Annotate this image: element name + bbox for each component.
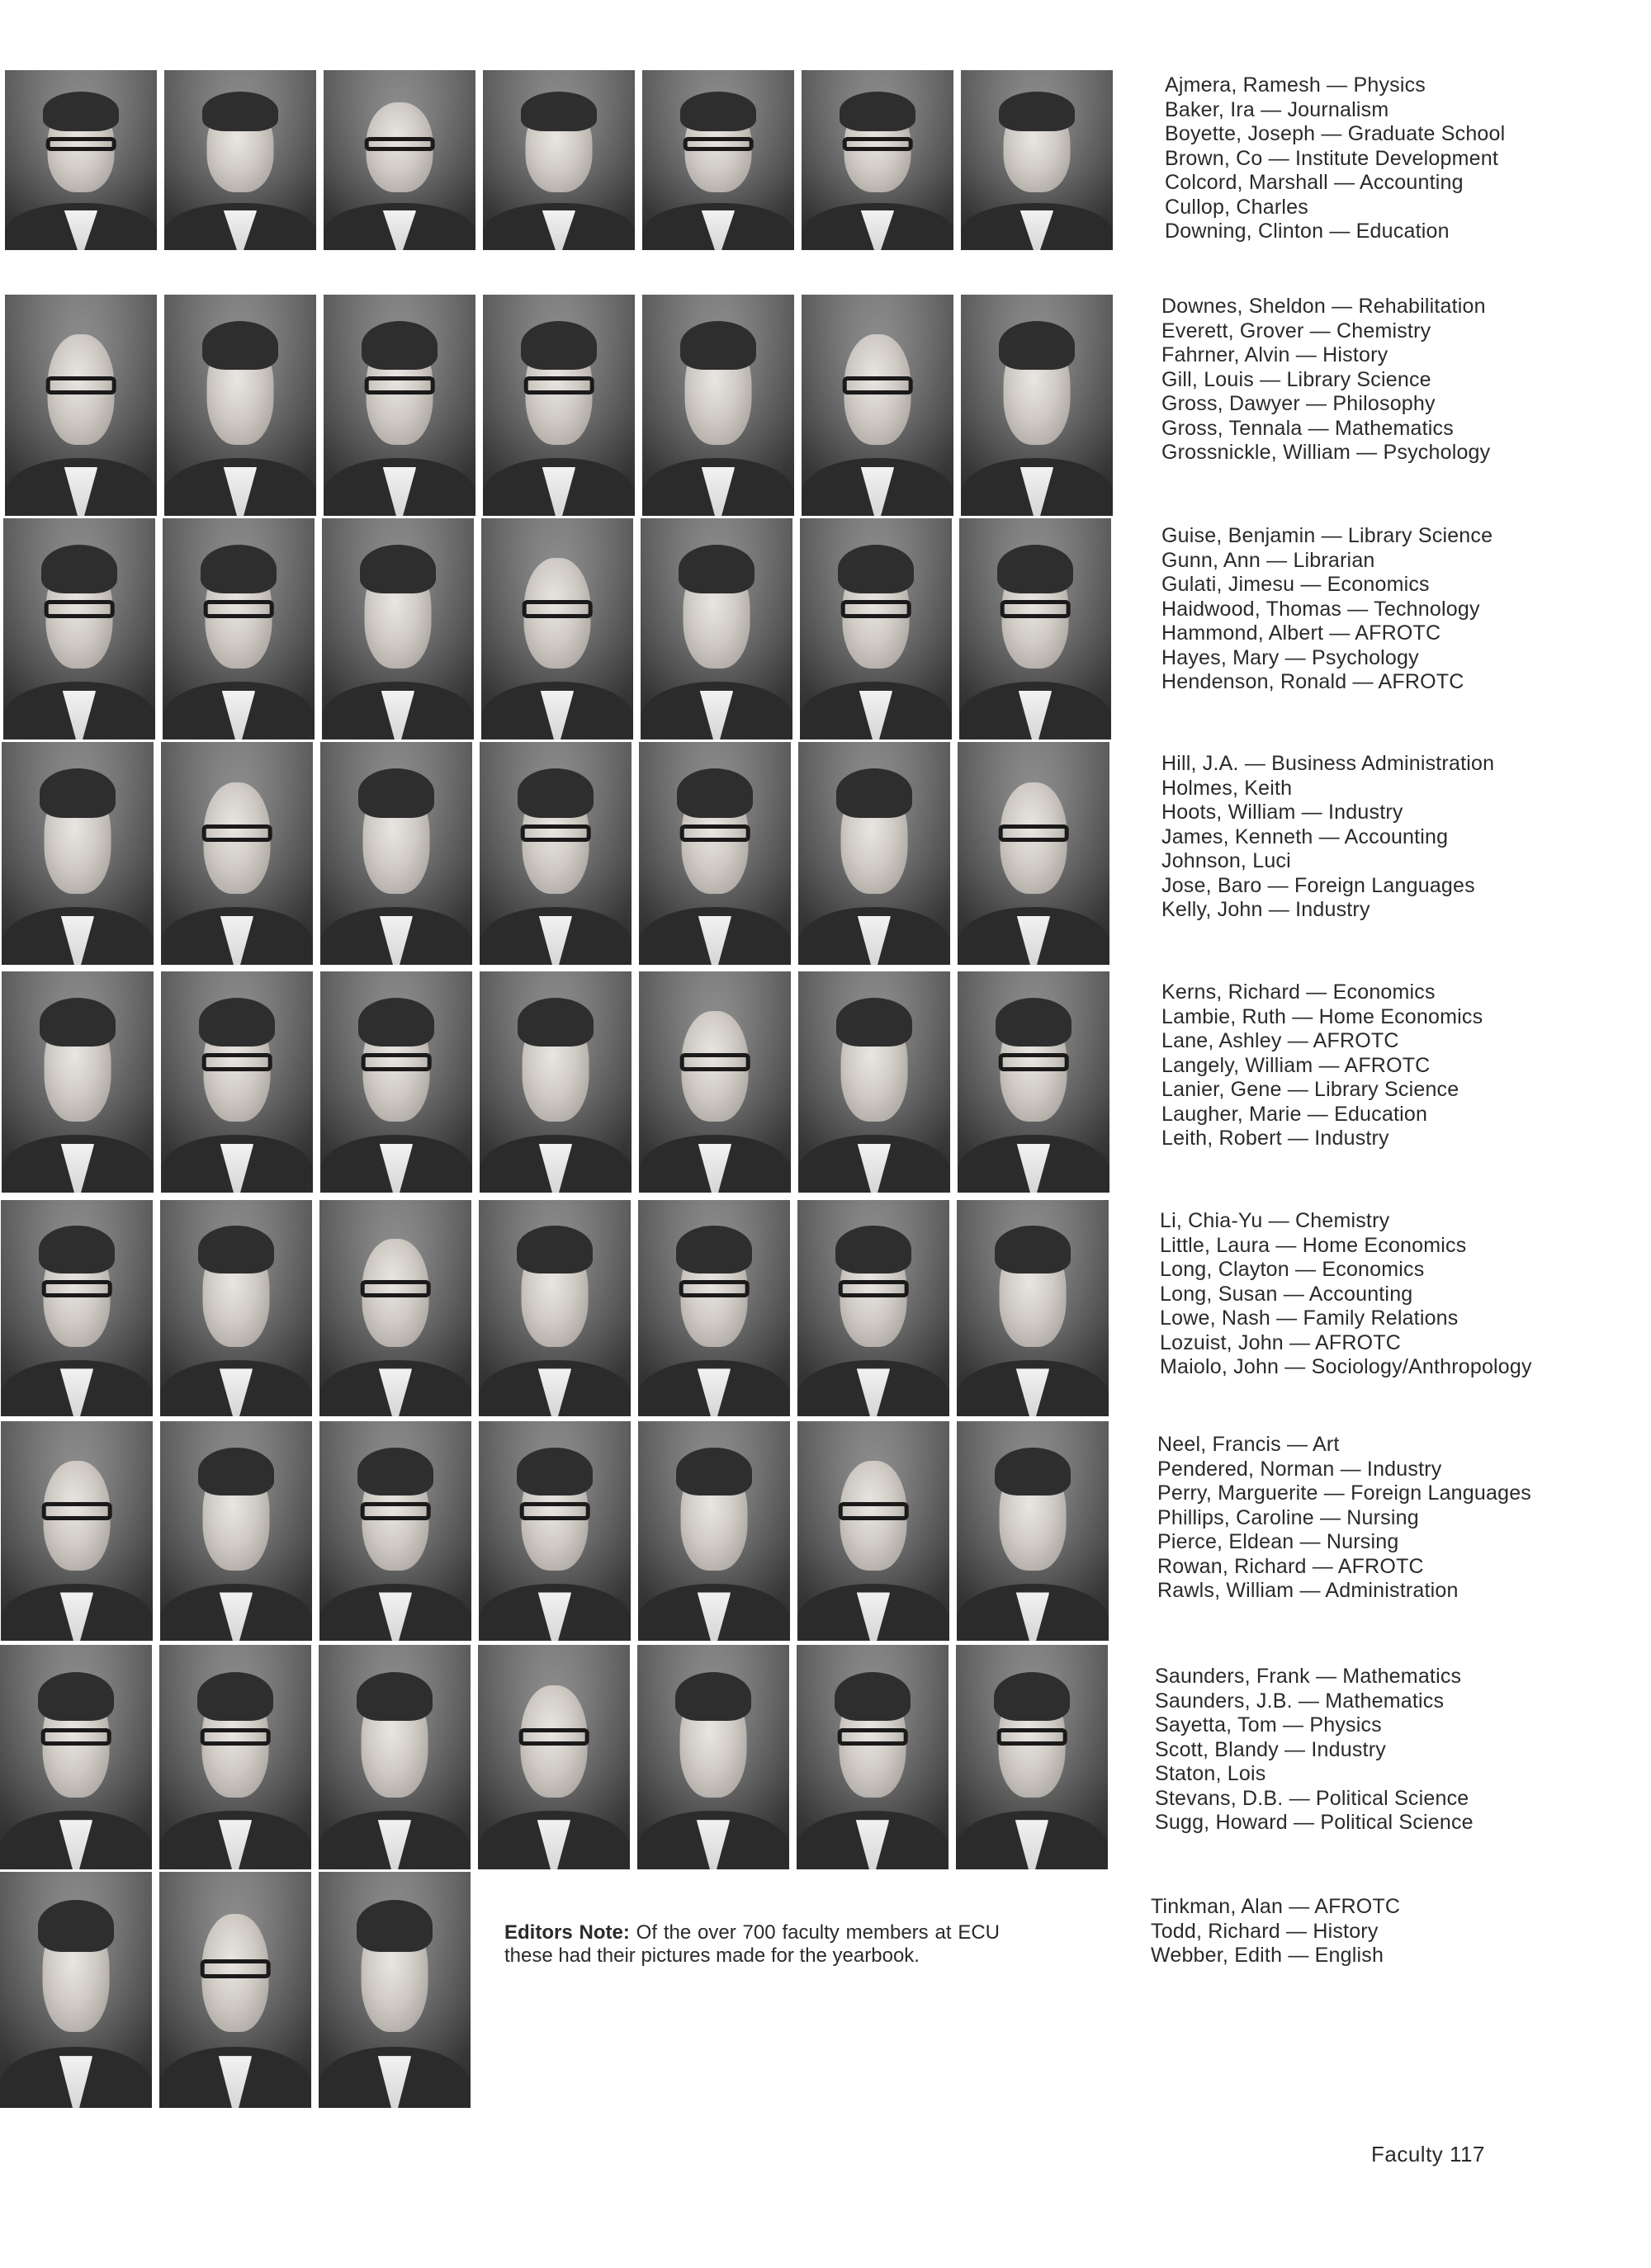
faculty-portrait: [1, 1421, 153, 1641]
faculty-name-caption: Haidwood, Thomas — Technology: [1161, 597, 1480, 621]
faculty-portrait: [956, 1645, 1108, 1869]
portrait-strip: [0, 295, 1139, 516]
faculty-portrait: [483, 295, 635, 516]
faculty-portrait: [800, 518, 952, 739]
faculty-name-caption: Baker, Ira — Journalism: [1165, 97, 1389, 121]
faculty-name-caption: Pendered, Norman — Industry: [1157, 1457, 1442, 1481]
faculty-portrait: [164, 295, 316, 516]
faculty-row: [0, 742, 1651, 965]
faculty-name-caption: Hayes, Mary — Psychology: [1161, 645, 1419, 669]
faculty-portrait: [324, 295, 475, 516]
portrait-strip: [0, 742, 1139, 965]
name-caption-list: [1161, 524, 1493, 695]
faculty-name-caption: Lowe, Nash — Family Relations: [1160, 1306, 1459, 1330]
faculty-portrait: [638, 1200, 790, 1416]
faculty-portrait: [797, 1200, 949, 1416]
faculty-portrait: [0, 1645, 152, 1869]
faculty-row: [0, 1872, 1651, 2108]
name-caption-list: [1155, 1665, 1474, 1836]
faculty-portrait: [5, 70, 157, 250]
faculty-name-caption: Lanier, Gene — Library Science: [1161, 1078, 1459, 1101]
faculty-name-caption: Neel, Francis — Art: [1157, 1433, 1340, 1456]
faculty-name-caption: Fahrner, Alvin — History: [1161, 343, 1388, 366]
faculty-portrait: [324, 70, 475, 250]
faculty-portrait: [479, 1200, 631, 1416]
faculty-name-caption: Grossnickle, William — Psychology: [1161, 441, 1491, 464]
faculty-row: [0, 70, 1651, 250]
faculty-portrait: [320, 971, 472, 1193]
faculty-portrait: [1, 1200, 153, 1416]
faculty-portrait: [638, 1421, 790, 1641]
faculty-name-caption: Hill, J.A. — Business Administration: [1161, 752, 1495, 775]
faculty-name-caption: Holmes, Keith: [1161, 776, 1293, 800]
faculty-name-caption: Hoots, William — Industry: [1161, 801, 1403, 824]
faculty-name-caption: Lane, Ashley — AFROTC: [1161, 1029, 1399, 1052]
faculty-portrait: [479, 1421, 631, 1641]
name-caption-list: [1160, 1209, 1532, 1380]
faculty-name-caption: Langely, William — AFROTC: [1161, 1053, 1431, 1077]
faculty-name-caption: Scott, Blandy — Industry: [1155, 1737, 1386, 1761]
portrait-strip: [0, 1645, 1139, 1869]
faculty-portrait: [802, 295, 953, 516]
faculty-name-caption: Pierce, Eldean — Nursing: [1157, 1530, 1399, 1553]
faculty-name-caption: Leith, Robert — Industry: [1161, 1127, 1389, 1150]
faculty-portrait: [161, 971, 313, 1193]
faculty-portrait: [320, 742, 472, 965]
faculty-portrait: [481, 518, 633, 739]
faculty-name-caption: James, Kenneth — Accounting: [1161, 825, 1449, 848]
faculty-portrait: [641, 518, 792, 739]
faculty-portrait: [163, 518, 315, 739]
faculty-portrait: [480, 971, 632, 1193]
faculty-name-caption: Little, Laura — Home Economics: [1160, 1233, 1467, 1257]
faculty-portrait: [797, 1421, 949, 1641]
faculty-row: [0, 1421, 1651, 1641]
name-caption-list: [1151, 1895, 1400, 1968]
faculty-portrait: [160, 1421, 312, 1641]
faculty-name-caption: Gross, Dawyer — Philosophy: [1161, 392, 1436, 415]
faculty-name-caption: Kelly, John — Industry: [1161, 898, 1370, 921]
faculty-portrait: [159, 1872, 311, 2108]
faculty-portrait: [961, 295, 1113, 516]
portrait-strip: [0, 1200, 1139, 1416]
faculty-row: [0, 295, 1651, 516]
faculty-portrait: [319, 1872, 471, 2108]
faculty-portrait: [958, 742, 1109, 965]
faculty-name-caption: Maiolo, John — Sociology/Anthropology: [1160, 1355, 1532, 1378]
faculty-row: [0, 518, 1651, 739]
faculty-row: [0, 1200, 1651, 1416]
faculty-name-caption: Boyette, Joseph — Graduate School: [1165, 122, 1506, 145]
faculty-portrait: [478, 1645, 630, 1869]
faculty-portrait: [319, 1645, 471, 1869]
faculty-name-caption: Gunn, Ann — Librarian: [1161, 548, 1375, 572]
faculty-name-caption: Saunders, J.B. — Mathematics: [1155, 1689, 1445, 1713]
faculty-name-caption: Perry, Marguerite — Foreign Languages: [1157, 1481, 1531, 1505]
editors-note-label: Editors Note:: [504, 1921, 630, 1944]
faculty-name-caption: Li, Chia-Yu — Chemistry: [1160, 1209, 1390, 1232]
faculty-portrait: [319, 1200, 471, 1416]
faculty-portrait: [319, 1421, 471, 1641]
faculty-name-caption: Gill, Louis — Library Science: [1161, 367, 1431, 391]
portrait-strip: [0, 518, 1139, 739]
faculty-portrait: [159, 1645, 311, 1869]
faculty-name-caption: Kerns, Richard — Economics: [1161, 980, 1436, 1004]
faculty-name-caption: Lozuist, John — AFROTC: [1160, 1330, 1401, 1354]
portrait-strip: [0, 1872, 1139, 2108]
faculty-name-caption: Hendenson, Ronald — AFROTC: [1161, 670, 1464, 693]
faculty-name-caption: Hammond, Albert — AFROTC: [1161, 621, 1441, 645]
faculty-row: [0, 971, 1651, 1193]
faculty-portrait: [322, 518, 474, 739]
faculty-name-caption: Ajmera, Ramesh — Physics: [1165, 73, 1426, 97]
name-caption-list: [1161, 980, 1483, 1151]
faculty-name-caption: Sugg, Howard — Political Science: [1155, 1811, 1474, 1834]
faculty-name-caption: Everett, Grover — Chemistry: [1161, 319, 1431, 343]
faculty-name-caption: Brown, Co — Institute Development: [1165, 146, 1498, 170]
faculty-name-caption: Jose, Baro — Foreign Languages: [1161, 873, 1475, 897]
faculty-portrait: [483, 70, 635, 250]
faculty-name-caption: Tinkman, Alan — AFROTC: [1151, 1895, 1401, 1918]
editors-note-text: Of the over 700 faculty members at ECU these had their pictures made for the yearbook.: [504, 1921, 1001, 1967]
faculty-name-caption: Cullop, Charles: [1165, 195, 1308, 219]
faculty-name-caption: Gulati, Jimesu — Economics: [1161, 573, 1430, 596]
editors-note: [504, 1921, 1000, 1968]
faculty-portrait: [480, 742, 632, 965]
faculty-portrait: [642, 70, 794, 250]
name-caption-list: [1157, 1433, 1531, 1604]
faculty-name-caption: Rowan, Richard — AFROTC: [1157, 1554, 1424, 1578]
faculty-portrait: [797, 1645, 948, 1869]
page-folio: Faculty 117: [1371, 2142, 1485, 2166]
faculty-name-caption: Phillips, Caroline — Nursing: [1157, 1505, 1419, 1529]
faculty-name-caption: Sayetta, Tom — Physics: [1155, 1713, 1382, 1736]
faculty-name-caption: Downing, Clinton — Education: [1165, 220, 1450, 243]
faculty-name-caption: Rawls, William — Administration: [1157, 1579, 1459, 1602]
name-caption-list: [1165, 73, 1505, 244]
faculty-name-caption: Guise, Benjamin — Library Science: [1161, 524, 1493, 547]
faculty-name-caption: Colcord, Marshall — Accounting: [1165, 171, 1464, 194]
faculty-portrait: [5, 295, 157, 516]
name-caption-list: [1161, 752, 1494, 923]
faculty-portrait: [164, 70, 316, 250]
faculty-name-caption: Long, Clayton — Economics: [1160, 1258, 1425, 1281]
faculty-portrait: [959, 518, 1111, 739]
faculty-portrait: [2, 971, 154, 1193]
faculty-portrait: [958, 971, 1109, 1193]
faculty-portrait: [2, 742, 154, 965]
faculty-name-caption: Staton, Lois: [1155, 1762, 1266, 1785]
faculty-portrait: [957, 1200, 1109, 1416]
faculty-portrait: [639, 742, 791, 965]
faculty-portrait: [639, 971, 791, 1193]
name-caption-list: [1161, 295, 1490, 465]
faculty-name-caption: Downes, Sheldon — Rehabilitation: [1161, 295, 1486, 318]
faculty-portrait: [798, 742, 950, 965]
portrait-strip: [0, 1421, 1139, 1641]
faculty-portrait: [798, 971, 950, 1193]
faculty-name-caption: Gross, Tennala — Mathematics: [1161, 416, 1454, 440]
portrait-strip: [0, 971, 1139, 1193]
faculty-row: [0, 1645, 1651, 1869]
faculty-portrait: [957, 1421, 1109, 1641]
faculty-portrait: [637, 1645, 789, 1869]
faculty-portrait: [961, 70, 1113, 250]
faculty-name-caption: Webber, Edith — English: [1151, 1944, 1384, 1967]
faculty-name-caption: Todd, Richard — History: [1151, 1919, 1379, 1943]
faculty-portrait: [0, 1872, 152, 2108]
faculty-name-caption: Stevans, D.B. — Political Science: [1155, 1786, 1469, 1810]
faculty-name-caption: Johnson, Luci: [1161, 849, 1291, 872]
faculty-name-caption: Long, Susan — Accounting: [1160, 1282, 1413, 1306]
faculty-portrait: [161, 742, 313, 965]
portrait-strip: [0, 70, 1139, 250]
faculty-portrait: [3, 518, 155, 739]
faculty-name-caption: Lambie, Ruth — Home Economics: [1161, 1004, 1483, 1028]
faculty-portrait: [160, 1200, 312, 1416]
faculty-name-caption: Laugher, Marie — Education: [1161, 1102, 1428, 1126]
faculty-portrait: [802, 70, 953, 250]
faculty-portrait: [642, 295, 794, 516]
faculty-name-caption: Saunders, Frank — Mathematics: [1155, 1665, 1462, 1688]
